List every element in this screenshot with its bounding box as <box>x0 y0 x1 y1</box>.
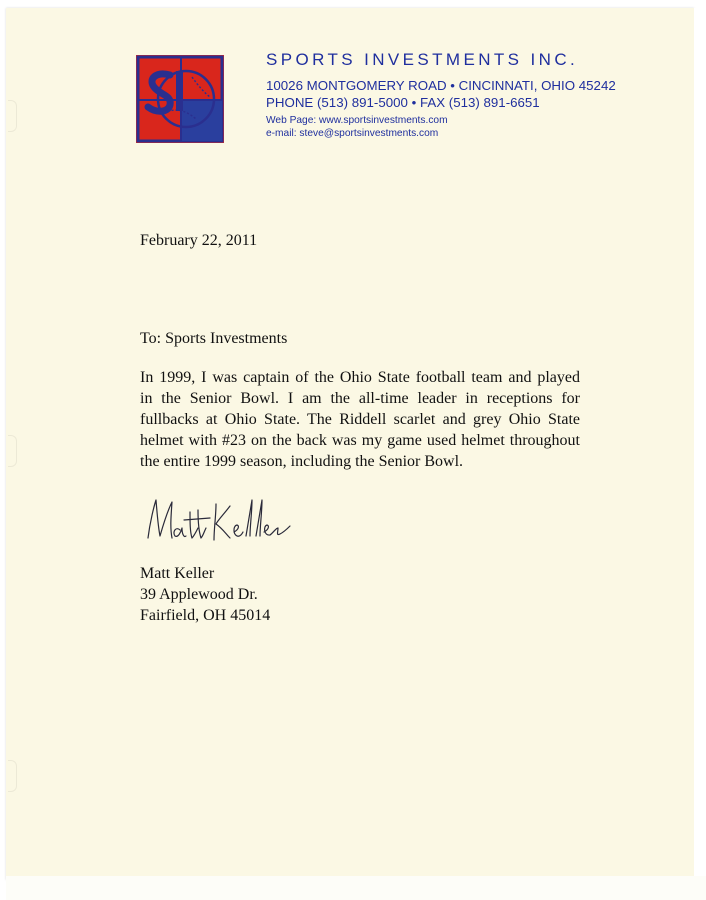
body-line: in the Senior Bowl. I am the all-time leader in receptions for <box>140 390 580 407</box>
company-phone-fax: PHONE (513) 891-5000 • FAX (513) 891-6651 <box>266 95 540 110</box>
body-line: helmet with #23 on the back was my game used helmet throughout <box>140 432 580 449</box>
signer-street: 39 Applewood Dr. <box>140 586 258 603</box>
body-line: In 1999, I was captain of the Ohio State football team and played <box>140 369 580 386</box>
page-edge-right <box>694 8 706 880</box>
signer-city: Fairfield, OH 45014 <box>140 607 271 624</box>
letter-salutation: To: Sports Investments <box>140 330 288 347</box>
page-edge-bottom <box>6 876 706 900</box>
body-line: fullbacks at Ohio State. The Riddell scarlet and grey Ohio State <box>140 411 580 428</box>
punch-hole-mark <box>8 100 17 132</box>
company-address: 10026 MONTGOMERY ROAD • CINCINNATI, OHIO 45242 <box>266 78 616 93</box>
letter-date: February 22, 2011 <box>140 232 258 249</box>
letter-body <box>140 367 580 472</box>
handwritten-signature <box>144 492 294 550</box>
signer-name: Matt Keller <box>140 565 215 582</box>
punch-hole-mark <box>8 760 17 792</box>
company-logo-icon <box>136 55 224 143</box>
body-line: the entire 1999 season, including the Senior Bowl. <box>140 453 464 470</box>
punch-hole-mark <box>8 435 17 467</box>
company-web-page: Web Page: www.sportsinvestments.com <box>266 115 448 126</box>
company-email: e-mail: steve@sportsinvestments.com <box>266 128 439 139</box>
company-name: SPORTS INVESTMENTS INC. <box>266 50 579 69</box>
